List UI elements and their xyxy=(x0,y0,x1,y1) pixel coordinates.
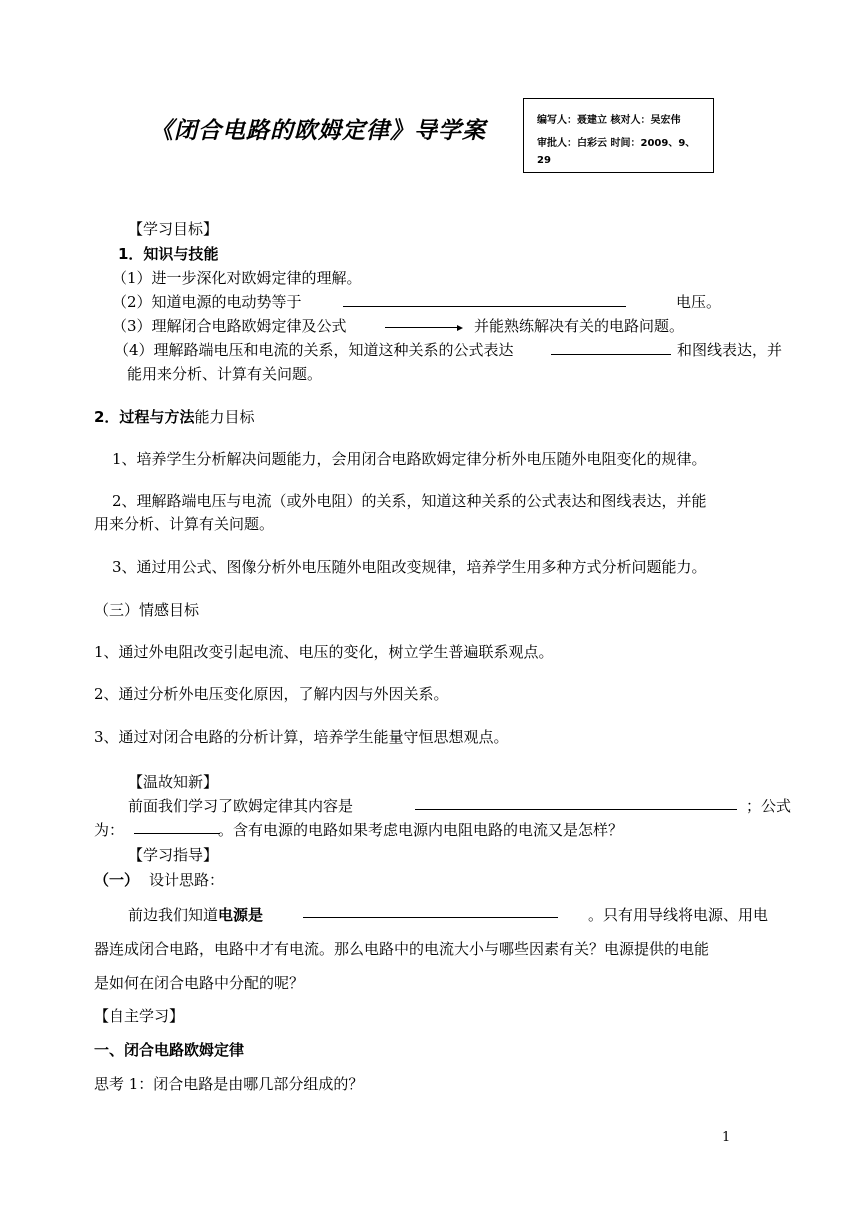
author-info-box xyxy=(523,98,714,173)
objective-item-2: （2）知道电源的电动势等于 xyxy=(112,293,302,311)
objectives-heading: 【学习目标】 xyxy=(128,220,219,238)
process-heading-bold: 2．过程与方法 xyxy=(94,408,195,426)
blank-line-voltage-formula xyxy=(551,354,671,355)
guide-paragraph-line-3: 是如何在闭合电路中分配的呢？ xyxy=(94,974,305,992)
review-line-2: 。含有电源的电路如果考虑电源内电阻电路的电流又是怎样？ xyxy=(218,821,624,839)
process-heading-rest: 能力目标 xyxy=(194,408,255,426)
blank-line-ohm-law xyxy=(415,809,737,810)
question-1: 思考 1：闭合电路是由哪几部分组成的？ xyxy=(94,1075,364,1093)
objective-item-3: （3）理解闭合电路欧姆定律及公式 xyxy=(112,317,347,335)
author-info-line: 编写人：聂建立 核对人：吴宏伟 xyxy=(537,115,681,126)
process-item-3: 3、通过用公式、图像分析外电压随外电阻改变规律，培养学生用多种方式分析问题能力。 xyxy=(112,558,707,576)
objective-item-4-continued: 能用来分析、计算有关问题。 xyxy=(127,365,323,383)
guide-text: 前边我们知道 xyxy=(128,906,219,924)
review-line-2-prefix: 为： xyxy=(94,821,125,839)
review-line-1: 前面我们学习了欧姆定律其内容是 xyxy=(128,797,354,815)
review-line-1-suffix: ；公式 xyxy=(746,797,792,815)
blank-line-emf xyxy=(343,306,626,307)
date-info-line: 29 xyxy=(537,155,551,166)
guide-paragraph-line-2: 器连成闭合电路，电路中才有电流。那么电路中的电流大小与哪些因素有关？电源提供的电能 xyxy=(94,940,710,958)
blank-line-formula xyxy=(385,327,459,328)
objective-item-1: （1）进一步深化对欧姆定律的理解。 xyxy=(112,269,362,287)
emotion-item-3: 3、通过对闭合电路的分析计算，培养学生能量守恒思想观点。 xyxy=(94,728,509,746)
process-item-2: 2、理解路端电压与电流（或外电阻）的关系，知道这种关系的公式表达和图线表达，并能 xyxy=(112,492,707,510)
objective-item-4: （4）理解路端电压和电流的关系，知道这种关系的公式表达 xyxy=(114,341,514,359)
emotion-item-1: 1、通过外电阻改变引起电流、电压的变化，树立学生普遍联系观点。 xyxy=(94,643,554,661)
emotion-heading: （三）情感目标 xyxy=(94,601,200,619)
knowledge-heading: 1．知识与技能 xyxy=(118,245,219,263)
approval-info-line: 审批人：白彩云 时间：2009、9、 xyxy=(537,138,696,149)
document-title: 《闭合电路的欧姆定律》导学案 xyxy=(150,118,486,144)
guide-bold-text: 电源是 xyxy=(218,906,264,924)
arrow-icon xyxy=(457,325,463,331)
section-heading-closed-circuit: 一、闭合电路欧姆定律 xyxy=(94,1041,245,1059)
guide-paragraph-line-1-suffix: 。只有用导线将电源、用电 xyxy=(588,906,769,924)
objective-item-3-suffix: 并能熟练解决有关的电路问题。 xyxy=(474,317,685,335)
blank-line-power-source xyxy=(303,917,558,918)
guide-heading: 【学习指导】 xyxy=(128,846,219,864)
self-study-heading: 【自主学习】 xyxy=(94,1007,185,1025)
design-subheading xyxy=(94,870,224,890)
process-item-1: 1、培养学生分析解决问题能力，会用闭合电路欧姆定律分析外电压随外电阻变化的规律。 xyxy=(112,450,707,468)
objective-item-2-suffix: 电压。 xyxy=(676,293,722,311)
review-heading: 【温故知新】 xyxy=(128,773,219,791)
design-subheading-number: （一） xyxy=(94,871,140,889)
blank-line-ohm-formula xyxy=(134,833,220,834)
design-subheading-text: 设计思路： xyxy=(149,871,225,889)
emotion-item-2: 2、通过分析外电压变化原因，了解内因与外因关系。 xyxy=(94,685,449,703)
objective-item-4-suffix: 和图线表达，并 xyxy=(677,341,783,359)
page-number: 1 xyxy=(722,1130,731,1145)
guide-paragraph-line-1 xyxy=(128,905,263,925)
process-heading xyxy=(94,407,254,427)
process-item-2-continued: 用来分析、计算有关问题。 xyxy=(94,515,275,533)
